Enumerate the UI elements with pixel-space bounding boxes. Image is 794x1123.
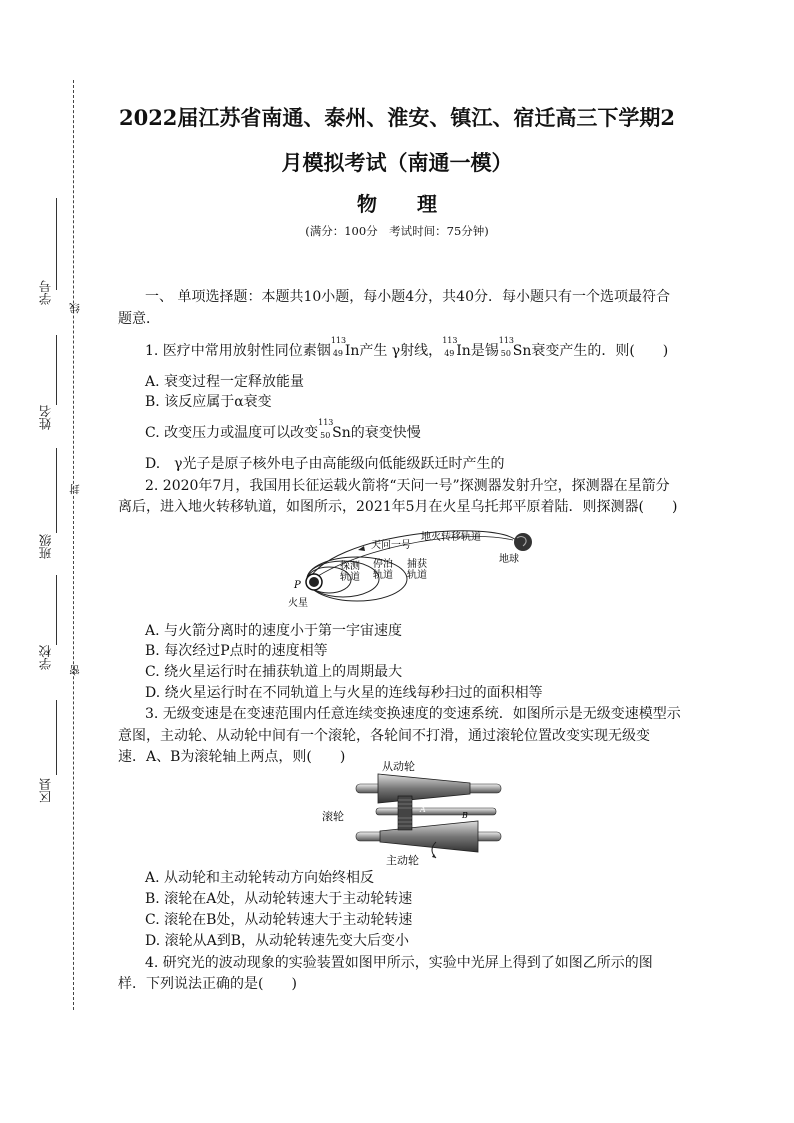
q3-stem-line1: 3. 无级变速是在变速范围内任意连续变换速度的变速系统．如图所示是无级变速模型示 bbox=[145, 706, 681, 722]
q3-option-a: A. 从动轮和主动轮转动方向始终相反 bbox=[145, 870, 375, 886]
nuclide-in-2 bbox=[442, 336, 458, 358]
nuclide-mass: 113 bbox=[330, 336, 347, 345]
label-orbit2-bottom: 轨道 bbox=[373, 570, 393, 581]
label-driver-wheel: 主动轮 bbox=[386, 854, 419, 866]
section1-intro-line1: 一、 单项选择题：本题共10小题，每小题4分，共40分．每小题只有一个选项最符合 bbox=[145, 289, 670, 305]
subject-title: 物 理 bbox=[357, 192, 437, 216]
nuclide-charge: 50 bbox=[320, 431, 331, 440]
q1-option-c-a: C. 改变压力或温度可以改变 bbox=[145, 425, 319, 441]
label-earth: 地球 bbox=[499, 554, 519, 565]
q1-option-d: D. γ光子是原子核外电子由高能级向低能级跃迁时产生的 bbox=[145, 456, 505, 472]
q1-option-c-b: Sn的衰变快慢 bbox=[332, 425, 421, 441]
nuclide-charge: 49 bbox=[332, 349, 343, 358]
binding-dashed-line bbox=[73, 80, 74, 1010]
q1-stem-d: Sn衰变产生的．则( ) bbox=[512, 343, 669, 359]
exam-meta: (满分：100分 考试时间：75分钟) bbox=[305, 224, 489, 238]
mars-core bbox=[309, 577, 319, 587]
label-driven-wheel: 从动轮 bbox=[382, 760, 415, 773]
nuclide-mass: 113 bbox=[318, 418, 334, 427]
q2-stem-line1: 2. 2020年7月，我国用长征运载火箭将“天问一号”探测器发射升空，探测器在星箭分 bbox=[145, 478, 670, 494]
q2-option-a: A. 与火箭分离时的速度小于第一宇宙速度 bbox=[145, 623, 403, 639]
q1-option-b: B. 该反应属于α衰变 bbox=[145, 394, 272, 410]
label-mars: 火星 bbox=[288, 598, 308, 609]
label-orbit3-bottom: 轨道 bbox=[407, 570, 427, 581]
label-orbit3-top: 捕获 bbox=[407, 559, 427, 570]
orbit-figure bbox=[285, 522, 545, 612]
name-label: 姓名 bbox=[38, 405, 53, 430]
label-p: P bbox=[294, 580, 301, 591]
q4-stem-line1: 4. 研究光的波动现象的实验装置如图甲所示，实验中光屏上得到了如图乙所示的图 bbox=[145, 955, 653, 971]
district-label: 区县 bbox=[38, 778, 53, 803]
q3-option-b: B. 滚轮在A处，从动轮转速大于主动轮转速 bbox=[145, 891, 413, 907]
exam-title-line2: 月模拟考试（南通一模） bbox=[281, 150, 513, 175]
q3-stem-line3: 速．A、B为滚轮轴上两点，则( ) bbox=[118, 749, 346, 765]
label-point-a: A bbox=[420, 805, 426, 814]
q2-option-d: D. 绕火星运行时在不同轨道上与火星的连线每秒扫过的面积相等 bbox=[145, 685, 543, 701]
seal-word-line: 线 bbox=[69, 303, 81, 314]
q1-option-c bbox=[145, 418, 421, 442]
cvt-figure bbox=[318, 758, 508, 866]
district-underline bbox=[56, 700, 57, 775]
label-tianwen: 天问一号 bbox=[371, 540, 411, 551]
q1-stem-b: In产生 γ射线， bbox=[344, 343, 443, 359]
q3-option-c: C. 滚轮在B处，从动轮转速大于主动轮转速 bbox=[145, 912, 413, 928]
nuclide-in-1 bbox=[330, 336, 347, 358]
roller bbox=[398, 796, 412, 830]
class-label: 班级 bbox=[38, 534, 53, 559]
exam-title-line1: 2022届江苏省南通、泰州、淮安、镇江、宿迁高三下学期2 bbox=[118, 105, 676, 130]
q3-option-d: D. 滚轮从A到B，从动轮转速先变大后变小 bbox=[145, 933, 410, 949]
q1-option-a: A. 衰变过程一定释放能量 bbox=[145, 374, 305, 390]
q1-stem-a: 1. 医疗中常用放射性同位素铟 bbox=[145, 343, 331, 359]
q4-stem-line2: 样．下列说法正确的是( ) bbox=[118, 976, 297, 992]
q2-stem-line2: 离后，进入地火转移轨道，如图所示，2021年5月在火星乌托邦平原着陆．则探测器( ) bbox=[118, 499, 678, 515]
nuclide-mass: 113 bbox=[498, 336, 515, 345]
roller-shaft bbox=[376, 808, 496, 815]
class-underline bbox=[56, 448, 57, 533]
q2-option-b: B. 每次经过P点时的速度相等 bbox=[145, 643, 328, 659]
q1-stem-c: In是锡 bbox=[456, 343, 499, 359]
label-orbit2-top: 停泊 bbox=[373, 559, 393, 570]
label-point-b: B bbox=[462, 811, 468, 820]
nuclide-sn bbox=[498, 336, 515, 358]
nuclide-mass: 113 bbox=[442, 336, 458, 345]
name-underline bbox=[56, 335, 57, 405]
nuclide-sn-2 bbox=[318, 418, 334, 440]
label-orbit1-top: 探测 bbox=[340, 561, 360, 572]
q1-stem bbox=[145, 336, 669, 360]
student-id-label: 学号 bbox=[38, 280, 53, 305]
school-underline bbox=[56, 575, 57, 645]
school-label: 学校 bbox=[38, 645, 53, 670]
label-roller: 滚轮 bbox=[322, 810, 344, 823]
nuclide-charge: 50 bbox=[500, 349, 511, 358]
label-transfer-orbit: 地火转移轨道 bbox=[421, 532, 481, 543]
q3-stem-line2: 意图，主动轮、从动轮中间有一个滚轮，各轮间不打滑，通过滚轮位置改变实现无级变 bbox=[118, 728, 650, 744]
section1-intro-line2: 题意． bbox=[118, 311, 160, 327]
seal-word-seal: 封 bbox=[69, 484, 81, 495]
rotation-arrowhead bbox=[432, 854, 436, 858]
driver-wheel bbox=[380, 821, 478, 852]
earth-body bbox=[514, 533, 532, 551]
seal-word-secret: 密 bbox=[69, 665, 81, 676]
q2-option-c: C. 绕火星运行时在捕获轨道上的周期最大 bbox=[145, 664, 403, 680]
driven-wheel bbox=[378, 774, 470, 803]
label-orbit1-bottom: 轨道 bbox=[340, 572, 360, 583]
nuclide-charge: 49 bbox=[444, 349, 455, 358]
